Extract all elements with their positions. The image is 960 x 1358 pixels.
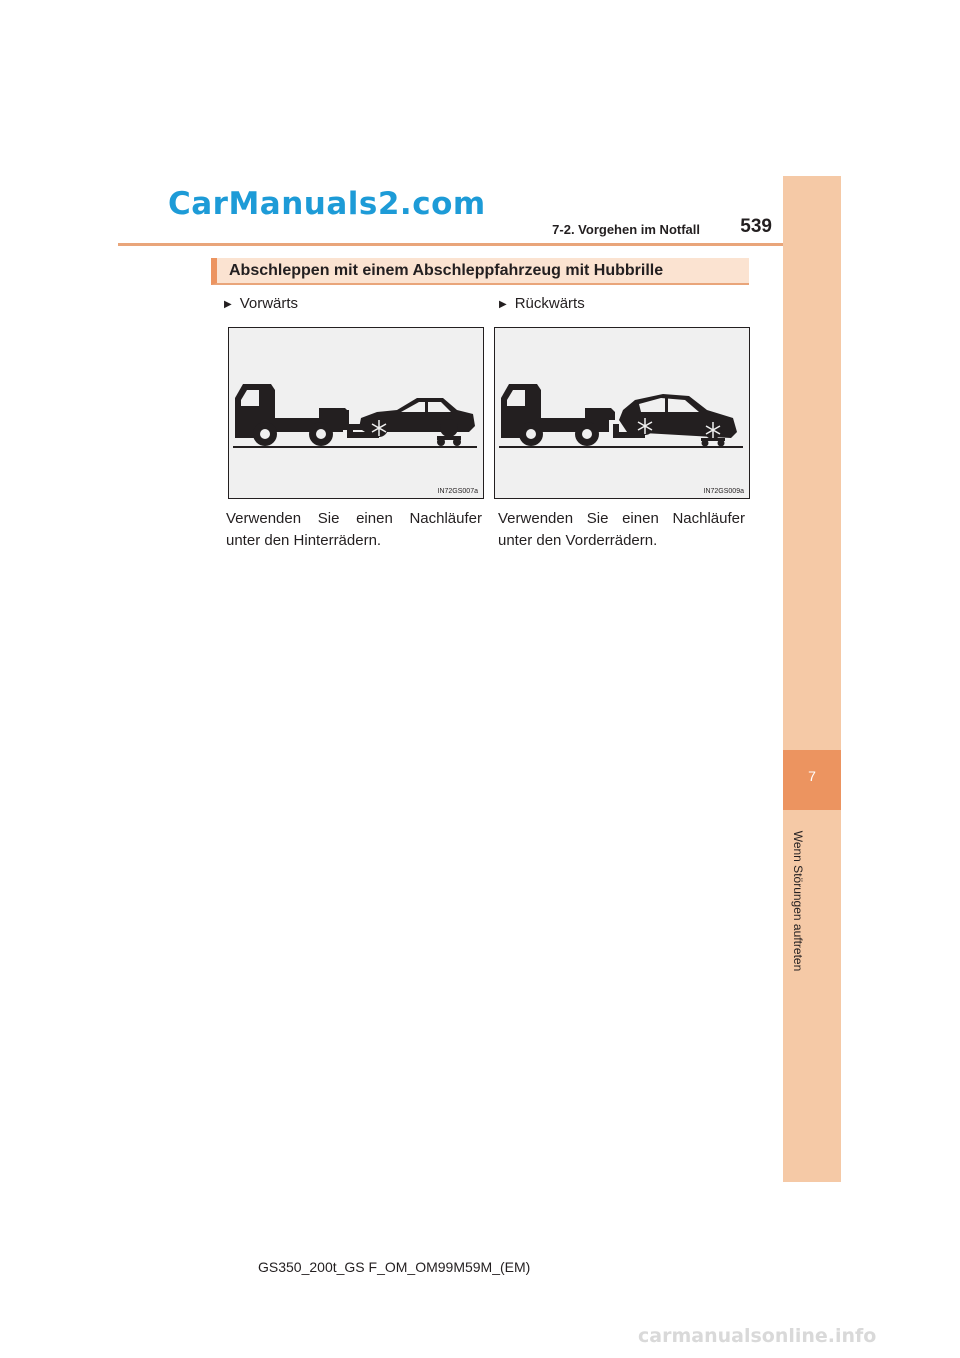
figure-code: IN72GS009a xyxy=(703,488,744,495)
watermark-footer: carmanualsonline.info xyxy=(638,1325,877,1347)
triangle-bullet-icon: ▶ xyxy=(499,299,507,310)
reverse-label: ▶ Rückwärts xyxy=(499,295,585,312)
tow-truck-reverse-illustration xyxy=(495,328,749,498)
figure-code: IN72GS007a xyxy=(437,488,478,495)
forward-caption: Verwenden Sie einen Nachläufer unter den Hinterrädern. xyxy=(226,510,482,549)
header-section-title: 7-2. Vorgehen im Notfall xyxy=(552,222,700,237)
reverse-caption: Verwenden Sie einen Nachläufer unter den Vorderrädern. xyxy=(498,510,745,549)
header-rule xyxy=(118,243,841,246)
section-title: Abschleppen mit einem Abschleppfahrzeug mit Hubbrille xyxy=(229,262,664,279)
tow-truck-forward-illustration xyxy=(229,328,483,498)
figure-reverse-towing xyxy=(494,327,750,499)
footer-document-code: GS350_200t_GS F_OM_OM99M59M_(EM) xyxy=(258,1259,531,1275)
side-chapter-tab xyxy=(783,176,841,1182)
forward-label: ▶ Vorwärts xyxy=(224,295,299,312)
section-heading-bar xyxy=(211,258,749,285)
watermark-logo: CarManuals2.com xyxy=(168,186,486,222)
side-tab-label: Wenn Störungen auftreten xyxy=(791,830,805,972)
triangle-bullet-icon: ▶ xyxy=(224,299,232,310)
side-tab-number: 7 xyxy=(808,768,816,784)
page-number: 539 xyxy=(740,216,772,237)
figure-forward-towing xyxy=(228,327,484,499)
